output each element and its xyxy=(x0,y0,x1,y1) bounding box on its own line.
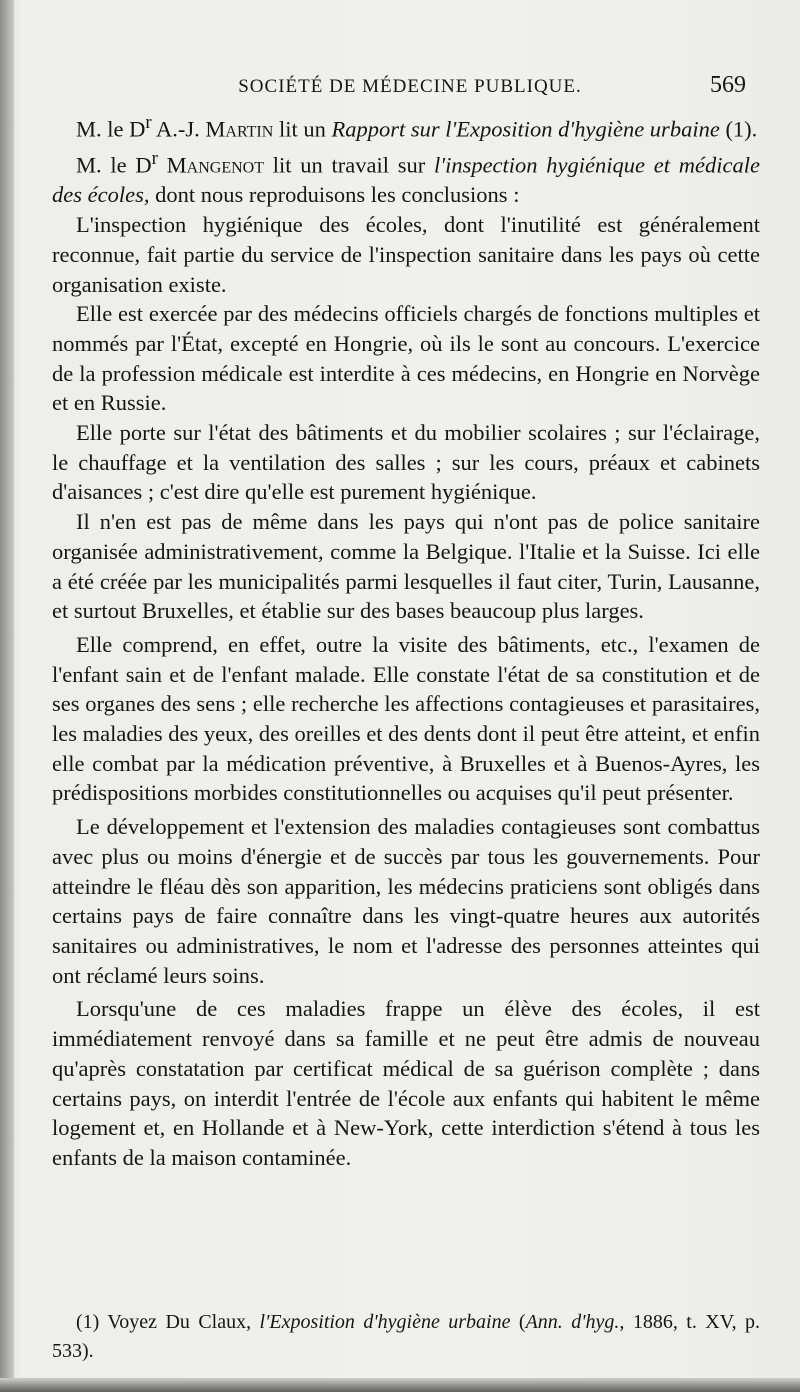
paragraph-6: Il n'en est pas de même dans les pays qui n'ont pas de police sanitaire organisée administrativement, comme la Belgique. l'Italie et la Suisse. Ici elle a été créée par les municipalités parmi lesquelles il faut citer, Turin, Lausanne, et surtout Bruxelles, et établie sur des bases beaucoup plus larges. xyxy=(52,509,760,624)
paragraph-8: Le développement et l'extension des maladies contagieuses sont combattus avec plus ou moins d'énergie et de succès par tous les gouvernements. Pour atteindre le fléau dès son apparition, les médecins praticiens sont obligés dans certains pays de faire connaître dans les vingt-quatre heures aux autorités sanitaires ou administratives, le nom et l'adresse des personnes atteintes qui ont réclamé leurs soins. xyxy=(52,814,760,988)
page-number: 569 xyxy=(710,72,746,98)
text-run xyxy=(158,153,167,178)
text-run: lit un xyxy=(273,116,332,142)
paragraph-9: Lorsqu'une de ces maladies frappe un élève des écoles, il est immédiatement renvoyé dans sa famille et ne peut être admis de nouveau qu'après constatation par certificat médical de sa guérison complète ; dans certains pays, on interdit l'entrée de l'école aux enfants qui habitent le même logement et, en Hollande et à New-York, cette interdiction s'étend à tous les enfants de la maison contaminée. xyxy=(52,996,760,1170)
text-run: ( xyxy=(510,1311,526,1333)
work-title: l'inspection hygiénique et médicale des écoles, xyxy=(52,152,760,208)
superscript: r xyxy=(145,112,152,133)
running-head: SOCIÉTÉ DE MÉDECINE PUBLIQUE. xyxy=(238,76,582,97)
footnote-text xyxy=(52,1308,760,1366)
page-header xyxy=(60,72,760,106)
text-run: (1). xyxy=(719,116,758,142)
footnote-journal: Ann. d'hyg. xyxy=(525,1311,620,1333)
paragraph-4: Elle est exercée par des médecins officiels chargés de fonctions multiples et nommés par l'État, excepté en Hongrie, où ils le sont au concours. L'exercice de la profession médicale est interdite à ces médecins, en Hongrie en Norvège et en Russie. xyxy=(52,301,760,416)
footnote-title: l'Exposition d'hygiène urbaine xyxy=(259,1311,511,1333)
author-name: Mangenot xyxy=(166,152,264,178)
text-run: M. le D xyxy=(76,116,146,142)
binding-gutter xyxy=(0,0,14,1392)
text-run: lit un travail sur xyxy=(263,152,434,178)
text-run: dont nous reproduisons les conclusions : xyxy=(149,182,520,208)
text-run: A.-J. xyxy=(151,116,206,142)
text-run: , 1886, t. XV, p. 533). xyxy=(52,1311,761,1362)
paragraph-mangenot xyxy=(52,144,760,210)
text-run: (1) Voyez Du Claux, xyxy=(76,1311,260,1333)
paragraph-7: Elle comprend, en effet, outre la visite des bâtiments, etc., l'examen de l'enfant sain et de l'enfant malade. Elle constate l'état de sa constitution et de ses organes des sens ; elle recherche les affections contagieuses et parasitaires, les maladies des yeux, des oreilles et des dents dont il peut être atteint, et enfin elle combat par la médication préventive, à Bruxelles et à Buenos-Ayres, les prédispositions morbides constitutionnelles ou acquises qu'il peut présenter. xyxy=(52,631,760,806)
page-bottom-edge xyxy=(0,1378,800,1392)
footnote xyxy=(52,1308,760,1366)
author-name: Martin xyxy=(205,116,274,142)
paragraph-martin xyxy=(52,108,760,144)
paragraph-5: Elle porte sur l'état des bâtiments et du mobilier scolaires ; sur l'éclairage, le chauffage et la ventilation des salles ; sur les cours, préaux et cabinets d'aisances ; c'est dire qu'elle est purement hygiénique. xyxy=(52,420,760,505)
text-run: M. le D xyxy=(76,152,152,178)
report-title: Rapport sur l'Exposition d'hygiène urbaine xyxy=(331,116,720,142)
superscript: r xyxy=(151,148,158,170)
paragraph-3: L'inspection hygiénique des écoles, dont l'inutilité est généralement reconnue, fait partie du service de l'inspection sanitaire dans les pays où cette organisation existe. xyxy=(52,212,760,297)
body-text xyxy=(52,108,760,1173)
